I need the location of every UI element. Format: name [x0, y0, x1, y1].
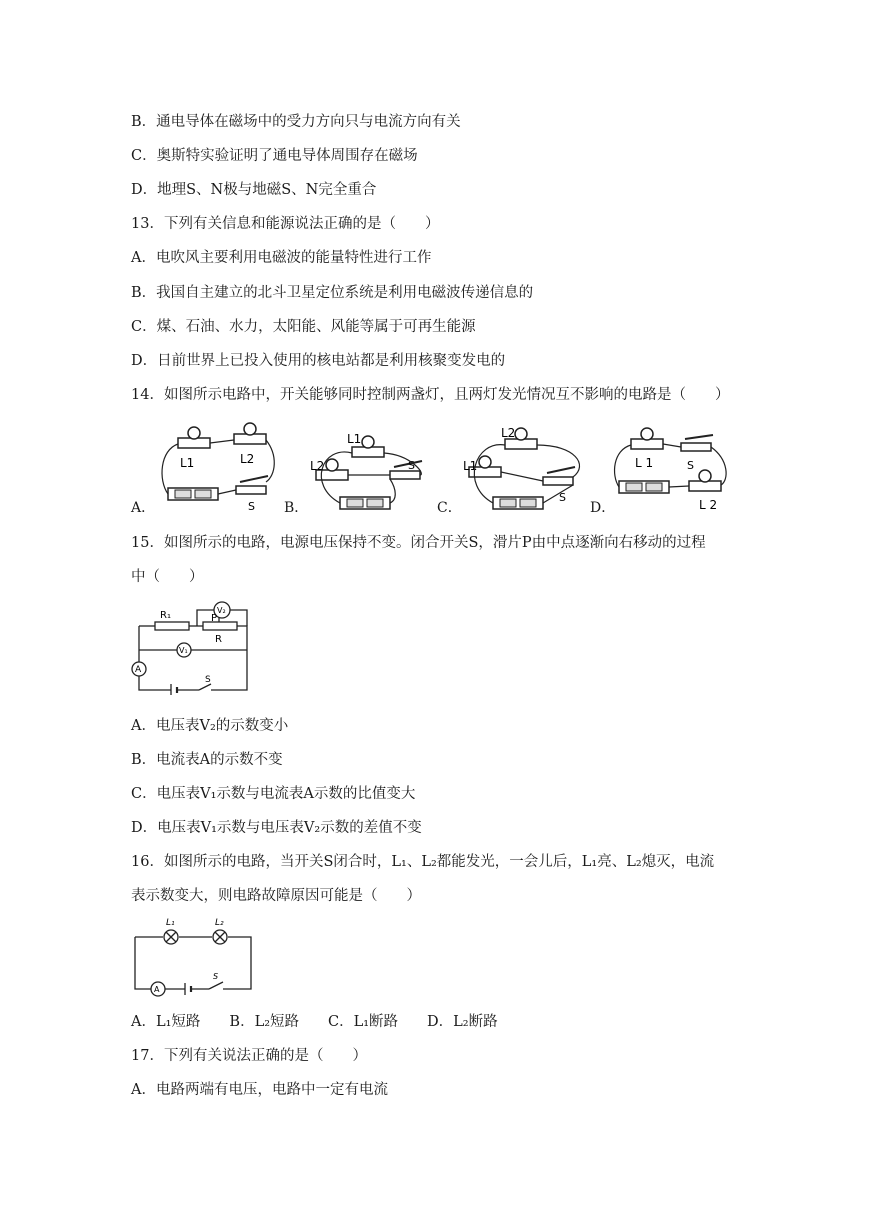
q14-circuit-c	[455, 425, 590, 515]
q15-stem-line2: 中（ ）	[131, 569, 204, 585]
q14b-l1-label: L1	[347, 432, 362, 446]
q16-a-label: A	[154, 985, 160, 994]
bulb-icon	[699, 470, 711, 482]
q15-option-a: A．电压表V₂的示数变小	[131, 718, 289, 734]
bulb-icon	[188, 427, 200, 439]
q17-stem: 17．下列有关说法正确的是（ ）	[131, 1048, 367, 1064]
q14c-s-label: S	[559, 491, 566, 504]
q15-option-c: C．电压表V₁示数与电流表A示数的比值变大	[131, 786, 416, 802]
q14-stem: 14．如图所示电路中，开关能够同时控制两盏灯，且两灯发光情况互不影响的电路是（ ）	[131, 387, 730, 403]
q14a-l1-label: L1	[180, 456, 195, 470]
q16-circuit-diagram	[131, 915, 256, 1000]
q14-circuit-a	[150, 420, 280, 515]
q14c-l1-label: L1	[463, 459, 478, 473]
q14d-s-label: S	[687, 459, 694, 472]
q15-v2-label: V₂	[217, 606, 226, 615]
q14-option-d-letter: D．	[590, 500, 616, 516]
q14-circuit-d	[605, 425, 735, 515]
q15-p-label: P	[211, 613, 218, 624]
q16-stem-line2: 表示数变大，则电路故障原因可能是（ ）	[131, 888, 421, 904]
q14b-l2-label: L2	[310, 459, 325, 473]
q14d-l2-label: L 2	[699, 498, 718, 512]
q14a-l2-label: L2	[240, 452, 255, 466]
q12-option-c: C．奥斯特实验证明了通电导体周围存在磁场	[131, 148, 418, 164]
q15-option-b: B．电流表A的示数不变	[131, 752, 283, 768]
q14a-s-label: S	[248, 500, 255, 513]
q15-circuit-diagram	[131, 600, 256, 695]
q14c-l2-label: L2	[501, 426, 516, 440]
q13-stem: 13．下列有关信息和能源说法正确的是（ ）	[131, 216, 440, 232]
q17-option-a: A．电路两端有电压，电路中一定有电流	[131, 1082, 388, 1098]
bulb-icon	[641, 428, 653, 440]
q13-option-c: C．煤、石油、水力，太阳能、风能等属于可再生能源	[131, 319, 476, 335]
q15-r-label: R	[215, 634, 222, 645]
bulb-icon	[362, 436, 374, 448]
q16-stem-line1: 16．如图所示的电路，当开关S闭合时，L₁、L₂都能发光，一会儿后，L₁亮、L₂熄灭，电流	[131, 854, 715, 870]
q12-option-d: D．地理S、N极与地磁S、N完全重合	[131, 182, 377, 198]
q14-option-b-letter: B．	[284, 500, 309, 516]
bulb-icon	[326, 459, 338, 471]
q14-circuit-b	[302, 425, 432, 515]
q16-options: A．L₁短路 B．L₂短路 C．L₁断路 D．L₂断路	[131, 1014, 498, 1030]
q14-option-a-letter: A．	[131, 500, 156, 516]
q15-option-d: D．电压表V₁示数与电压表V₂示数的差值不变	[131, 820, 422, 836]
q14-option-c-letter: C．	[437, 500, 462, 516]
q15-a-label: A	[135, 665, 142, 675]
bulb-icon	[479, 456, 491, 468]
q16-l1-label: L₁	[166, 918, 175, 928]
q15-s-label: S	[205, 675, 211, 685]
q13-option-b: B．我国自主建立的北斗卫星定位系统是利用电磁波传递信息的	[131, 285, 534, 301]
bulb-icon	[515, 428, 527, 440]
q16-s-label: S	[213, 972, 219, 981]
q14d-l1-label: L 1	[635, 456, 654, 470]
q13-option-d: D．日前世界上已投入使用的核电站都是利用核聚变发电的	[131, 353, 506, 369]
q13-option-a: A．电吹风主要利用电磁波的能量特性进行工作	[131, 250, 432, 266]
q15-v1-label: V₁	[179, 646, 188, 655]
q15-stem-line1: 15．如图所示的电路，电源电压保持不变。闭合开关S，滑片P由中点逐渐向右移动的过程	[131, 535, 706, 551]
bulb-icon	[244, 423, 256, 435]
q12-option-b: B．通电导体在磁场中的受力方向只与电流方向有关	[131, 114, 461, 130]
q15-r1-label: R₁	[160, 610, 171, 621]
q16-l2-label: L₂	[215, 918, 224, 928]
q14b-s-label: S	[408, 459, 415, 472]
